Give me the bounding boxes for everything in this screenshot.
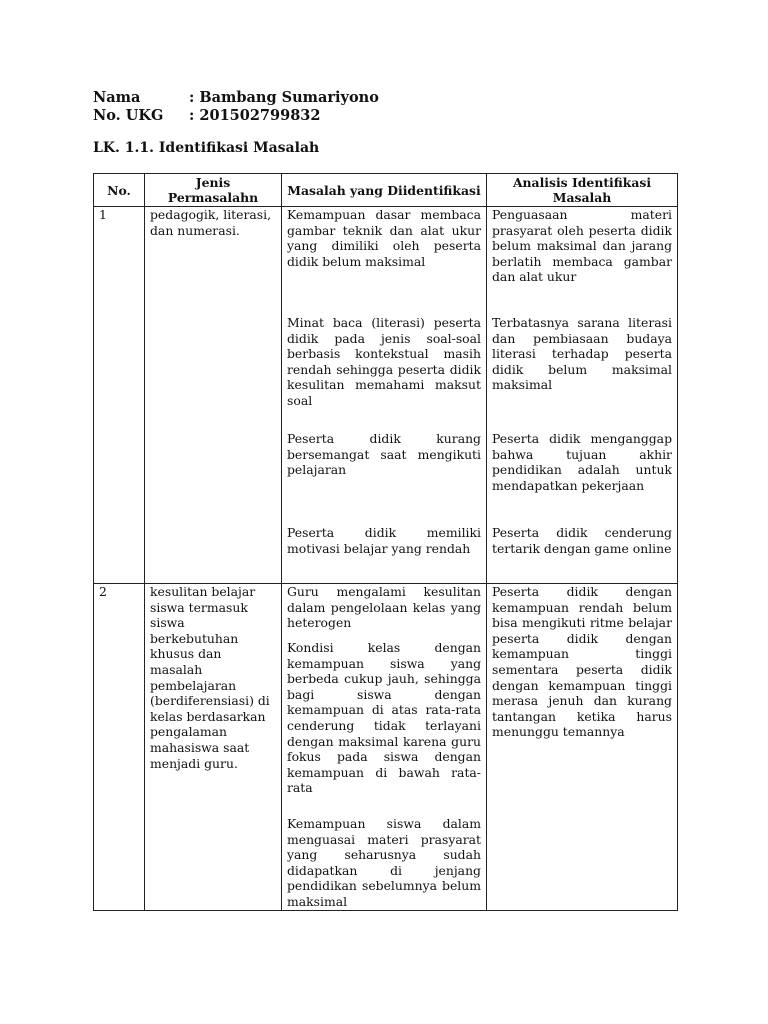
ukg-label: No. UKG [93,107,164,124]
row-number: 1 [94,207,145,584]
masalah-item: Kondisi kelas dengan kemampuan siswa yang berbeda cukup jauh, sehingga bagi siswa dengan kemampuan di atas rata-rata cenderung tidak terlayani dengan maksimal karena guru fokus pada siswa dengan kemampuan di bawah rata-rata [287,640,481,796]
masalah-item: Peserta didik kurang bersemangat saat mengikuti pelajaran [287,431,481,478]
problem-identification-table [93,173,678,911]
analisis-item: Peserta didik menganggap bahwa tujuan akhir pendidikan adalah untuk mendapatkan pekerjaan [492,431,672,493]
table-header-row [94,174,678,207]
analisis-item: Peserta didik cenderung tertarik dengan game online [492,525,672,556]
analisis-item: Peserta didik dengan kemampuan rendah belum bisa mengikuti ritme belajar peserta didik dengan kemampuan tinggi sementara peserta didik dengan kemampuan tinggi merasa jenuh dan kurang tantangan ketika harus menunggu temannya [492,584,672,740]
name-value: : Bambang Sumariyono [189,89,379,106]
header-analisis: Analisis Identifikasi Masalah [487,174,678,207]
analisis-cell [487,207,678,584]
masalah-item: Kemampuan siswa dalam menguasai materi prasyarat yang seharusnya sudah didapatkan di jenjang pendidikan sebelumnya belum maksimal [287,816,481,909]
table-row [94,584,678,911]
table-row [94,207,678,584]
name-label: Nama [93,89,141,106]
masalah-item: Peserta didik memiliki motivasi belajar yang rendah [287,525,481,556]
row-number: 2 [94,584,145,911]
jenis-cell: pedagogik, literasi, dan numerasi. [145,207,282,584]
analisis-item: Penguasaan materi prasyarat oleh peserta didik belum maksimal dan jarang berlatih membaca gambar dan alat ukur [492,207,672,285]
jenis-cell: kesulitan belajar siswa termasuk siswa berkebutuhan khusus dan masalah pembelajaran (berdiferensiasi) di kelas berdasarkan pengalaman mahasiswa saat menjadi guru. [145,584,282,911]
masalah-item: Guru mengalami kesulitan dalam pengelolaan kelas yang heterogen [287,584,481,631]
header-masalah: Masalah yang Diidentifikasi [282,174,487,207]
analisis-cell [487,584,678,911]
name-line [93,89,379,107]
header-no: No. [94,174,145,207]
header-jenis: Jenis Permasalahn [145,174,282,207]
ukg-line [93,107,320,125]
ukg-value: : 201502799832 [189,107,321,124]
masalah-item: Kemampuan dasar membaca gambar teknik dan alat ukur yang dimiliki oleh peserta didik belum maksimal [287,207,481,269]
masalah-item: Minat baca (literasi) peserta didik pada jenis soal-soal berbasis kontekstual masih rendah sehingga peserta didik kesulitan memahami maksut soal [287,315,481,408]
section-title: LK. 1.1. Identifikasi Masalah [93,140,320,156]
masalah-cell [282,584,487,911]
masalah-cell [282,207,487,584]
analisis-item: Terbatasnya sarana literasi dan pembiasaan budaya literasi terhadap peserta didik belum maksimal maksimal [492,315,672,393]
